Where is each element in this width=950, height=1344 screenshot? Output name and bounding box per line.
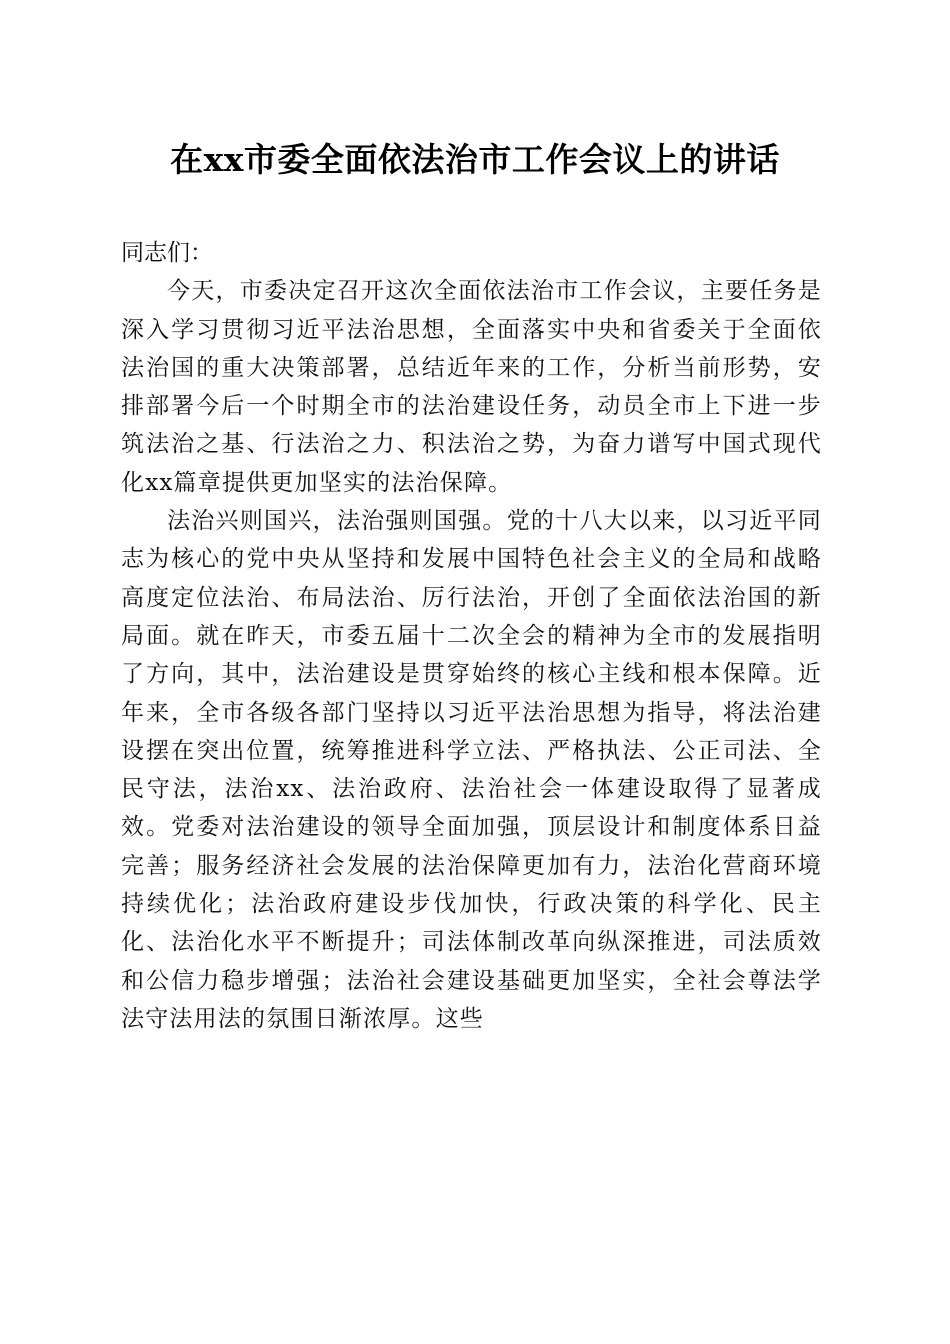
paragraph-2: 法治兴则国兴，法治强则国强。党的十八大以来，以习近平同志为核心的党中央从坚持和发展中国特色社会主义的全局和战略高度定位法治、布局法治、厉行法治，开创了全面依法治国的新局面。就在昨天，市委五届十二次全会的精神为全市的发展指明了方向，其中，法治建设是贯穿始终的核心主线和根本保障。近年来，全市各级各部门坚持以习近平法治思想为指导，将法治建设摆在突出位置，统筹推进科学立法、严格执法、公正司法、全民守法，法治xx、法治政府、法治社会一体建设取得了显著成效。党委对法治建设的领导全面加强，顶层设计和制度体系日益完善；服务经济社会发展的法治保障更加有力，法治化营商环境持续优化；法治政府建设步伐加快，行政决策的科学化、民主化、法治化水平不断提升；司法体制改革向纵深推进，司法质效和公信力稳步增强；法治社会建设基础更加坚实，全社会尊法学法守法用法的氛围日渐浓厚。这些 [121,508,822,1032]
document-body [121,234,822,1038]
paragraph-1: 今天，市委决定召开这次全面依法治市工作会议，主要任务是深入学习贯彻习近平法治思想，全面落实中央和省委关于全面依法治国的重大决策部署，总结近年来的工作，分析当前形势，安排部署今后一个时期全市的法治建设任务，动员全市上下进一步筑法治之基、行法治之力、积法治之势，为奋力谱写中国式现代化xx篇章提供更加坚实的法治保障。 [121,278,822,496]
salutation: 同志们： [121,240,213,266]
document-title: 在xx市委全面依法治市工作会议上的讲话 [170,140,780,179]
